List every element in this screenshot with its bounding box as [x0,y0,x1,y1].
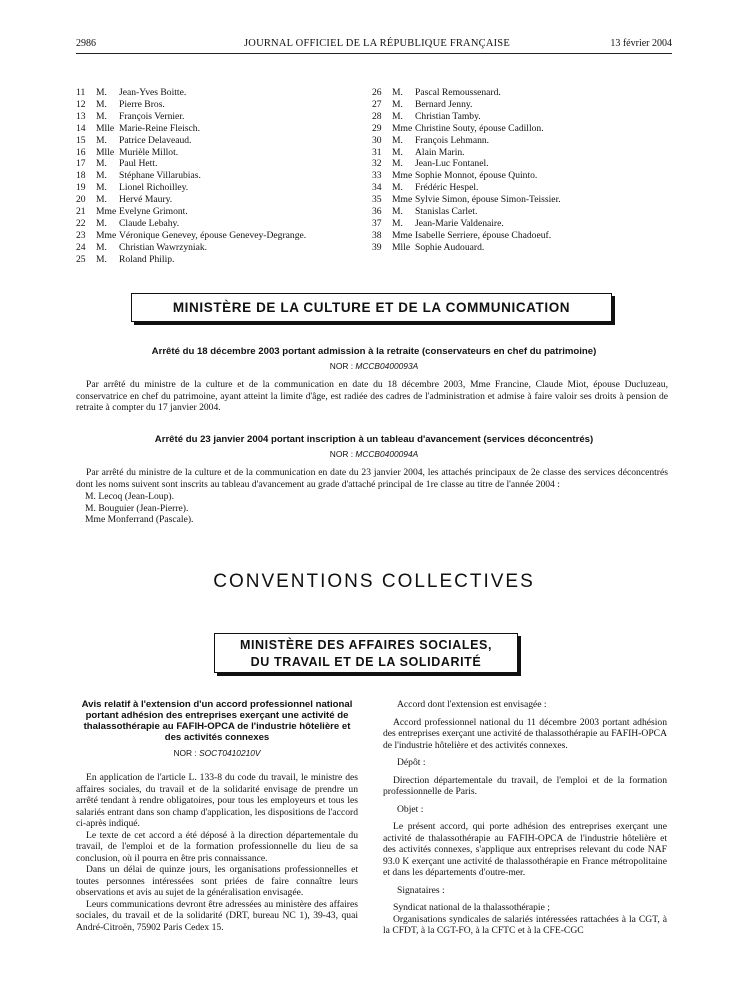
member-number: 21 [76,206,86,218]
member-name: Pascal Remoussenard. [415,87,501,98]
member-name: Lionel Richoilley. [119,182,189,194]
member-item [76,254,306,266]
member-item [76,87,306,99]
member-civility: M. [392,98,403,110]
member-item [76,218,306,230]
member-civility: M. [96,170,107,182]
member-civility: M. [392,134,403,146]
signataires-2: Organisations syndicales de salariés intéressées rattachées à la CGT, à la CFDT, à la CGT-FO, à la CFTC et à la CFE-CGC [383,913,667,936]
journal-title: JOURNAL OFFICIEL DE LA RÉPUBLIQUE FRANÇAISE [244,38,510,49]
ministry-culture-banner: MINISTÈRE DE LA CULTURE ET DE LA COMMUNICATION [131,293,612,322]
member-civility: Mme [392,122,413,134]
member-civility: Mlle [96,146,115,158]
avis-paragraph: En application de l'article L. 133-8 du code du travail, le ministre des affaires sociales, du travail et de la solidarité envisage de prendre un arrêté tendant à rendre obligatoires, pour tous les employeurs et tous les salariés entrant dans son champ d'application, les dispositions de l'accord ci-après indiqué. [76,772,358,829]
member-item [372,230,561,242]
arrete-2-names [85,491,193,526]
nor-code: MCCB0400093A [355,361,419,371]
avis-nor [76,748,358,758]
member-list-right [372,87,561,254]
member-civility: M. [392,146,403,158]
member-name: Marie-Reine Fleisch. [119,122,200,134]
member-number: 31 [372,146,382,158]
member-name: Paul Hett. [119,158,158,170]
name-entry: M. Bouguier (Jean-Pierre). [85,502,189,514]
member-civility: M. [392,217,403,229]
member-name: Patrice Delaveaud. [119,134,192,146]
member-name: Jean-Yves Boitte. [119,87,187,98]
avis-paragraph: Dans un délai de quinze jours, les organisations professionnelles et toutes personnes intéressées sont priées de faire connaître leurs observations et avis au sujet de la généralisation envisagée. [76,864,358,898]
member-number: 18 [76,170,86,182]
member-item [76,111,306,123]
member-number: 28 [372,110,382,122]
member-civility: M. [392,206,403,218]
member-number: 33 [372,170,382,182]
member-item [372,87,561,99]
member-item [372,158,561,170]
depot-text: Direction départementale du travail, de l'emploi et de la formation professionnelle de Paris. [383,774,667,797]
ministry-social-banner [214,633,518,673]
member-civility: Mlle [96,122,115,134]
member-civility: M. [96,110,107,122]
member-item [76,135,306,147]
member-number: 36 [372,206,382,218]
member-number: 29 [372,122,382,134]
member-item [76,123,306,135]
nor-label: NOR : [329,449,354,459]
member-name: Jean-Luc Fontanel. [415,158,489,170]
objet-heading: Objet : [397,803,424,815]
member-name: Stéphane Villarubias. [119,170,201,182]
avis-paragraph: Leurs communications devront être adressées au ministère des affaires sociales, du travail et de la solidarité (DRT, bureau NC 1), 39-43, quai André-Citroën, 75902 Paris Cedex 15. [76,898,358,933]
member-name: François Vernier. [119,110,185,122]
member-number: 16 [76,146,86,158]
member-name: Stanislas Carlet. [415,206,478,218]
member-civility: M. [96,182,107,194]
objet-text: Le présent accord, qui porte adhésion des entreprises exerçant une activité de thalassothérapie au FAFIH-OPCA de l'industrie hôtelière et des activités connexes, s'applique aux entreprises relevant du code NAF 93.0 K exerçant une activité de thalassothérapie en France métropolitaine et dans les départements d'outre-mer. [383,821,667,878]
member-civility: M. [392,158,403,170]
signataires-1: Syndicat national de la thalassothérapie ; [393,902,550,913]
member-name: Christian Tamby. [415,110,481,122]
member-item [372,242,561,254]
member-civility: M. [392,110,403,122]
accord-heading: Accord dont l'extension est envisagée : [397,699,547,710]
arrete-1-body: Par arrêté du ministre de la culture et de la communication en date du 18 décembre 2003, Mme Francine, Claude Miot, épouse Ducluzeau, conservatrice en chef du patrimoine, ayant atteint la limite d'âge, est radiée des cadres de l'administration et admise à faire valoir ses droits à pension de retraite à compter du 17 janvier 2004. [76,379,668,413]
member-civility: M. [96,98,107,110]
member-number: 12 [76,98,86,110]
avis-title: Avis relatif à l'extension d'un accord professionnel national portant adhésion des entreprises exerçant une activité de thalassothérapie au FAFIH-OPCA de l'industrie hôtelière et des activités connexes [81,699,353,743]
avis-body [76,772,358,933]
member-item [372,135,561,147]
member-civility: Mme [392,229,413,241]
member-number: 30 [372,134,382,146]
arrete-1-title: Arrêté du 18 décembre 2003 portant admission à la retraite (conservateurs en chef du patrimoine) [151,346,597,357]
member-civility: Mme [392,194,413,206]
member-number: 14 [76,122,86,134]
member-civility: M. [392,182,403,194]
member-name: Christine Souty, épouse Cadillon. [415,122,544,134]
member-item [372,218,561,230]
member-civility: M. [96,87,107,98]
depot-heading: Dépôt : [397,757,426,768]
member-item [76,206,306,218]
member-item [76,182,306,194]
issue-date: 13 février 2004 [610,38,672,49]
arrete-1-text [76,379,668,414]
member-item [76,158,306,170]
nor-label: NOR : [173,748,197,758]
member-name: Sylvie Simon, épouse Simon-Teissier. [415,194,561,206]
member-name: Pierre Bros. [119,98,165,110]
page-number: 2986 [76,38,96,49]
member-number: 26 [372,87,382,98]
member-name: Frédéric Hespel. [415,182,479,194]
member-number: 27 [372,98,382,110]
member-name: Isabelle Serriere, épouse Chadoeuf. [415,229,552,241]
member-list-left [76,87,306,266]
name-entry: Mme Monferrand (Pascale). [85,514,194,525]
member-name: Claude Lebahy. [119,217,180,229]
arrete-2-body: Par arrêté du ministre de la culture et de la communication en date du 23 janvier 2004, les attachés principaux de 2e classe des services déconcentrés dont les noms suivent sont inscrits au tableau d'avancement au grade d'attaché principal de 1re classe au titre de l'année 2004 : [76,467,668,490]
member-item [76,230,306,242]
member-number: 39 [372,241,382,253]
accord-text: Accord professionnel national du 11 décembre 2003 portant adhésion des entreprises exerçant une activité de thalassothérapie au FAFIH-OPCA de l'industrie hôtelière et des activités connexes. [383,716,667,751]
nor-code: SOCT0410210V [199,748,261,758]
member-item [76,147,306,159]
nor-label: NOR : [329,361,354,371]
member-number: 38 [372,229,382,241]
member-name: Roland Philip. [119,253,175,265]
arrete-2-text [76,467,668,490]
section-title: CONVENTIONS COLLECTIVES [213,571,535,592]
member-number: 25 [76,253,86,265]
arrete-2-title: Arrêté du 23 janvier 2004 portant inscription à un tableau d'avancement (services déconcentrés) [154,434,594,445]
member-item [76,242,306,254]
member-name: Sophie Audouard. [415,241,485,253]
member-name: Evelyne Grimont. [119,206,188,218]
member-name: Bernard Jenny. [415,98,473,110]
member-number: 11 [76,87,86,98]
avis-paragraph: Le texte de cet accord a été déposé à la direction départementale du travail, de l'emploi et de la formation professionnelle du lieu de sa conclusion, où il pourra en être pris connaissance. [76,829,358,864]
member-name: Sophie Monnot, épouse Quinto. [415,170,538,182]
member-name: Christian Wawrzyniak. [119,241,208,253]
ministry-social-line2: DU TRAVAIL ET DE LA SOLIDARITÉ [250,655,482,669]
nor-code: MCCB0400094A [355,449,419,459]
member-name: Murièle Millot. [119,146,179,158]
member-number: 22 [76,217,86,229]
member-number: 20 [76,194,86,206]
member-item [372,111,561,123]
member-civility: M. [96,253,107,265]
accord-column [383,699,667,937]
member-civility: M. [96,134,107,146]
member-item [372,147,561,159]
member-item [76,99,306,111]
member-name: Jean-Marie Valdenaire. [415,217,504,229]
member-name: Véronique Genevey, épouse Genevey-Degrange. [119,229,307,241]
name-entry: M. Lecoq (Jean-Loup). [85,491,174,502]
member-civility: Mme [96,206,117,218]
member-civility: M. [392,87,403,98]
ministry-social-line1: MINISTÈRE DES AFFAIRES SOCIALES, [239,638,493,652]
member-number: 13 [76,110,86,122]
member-number: 37 [372,217,382,229]
member-name: Alain Marin. [415,146,465,158]
arrete-2-nor [76,449,672,459]
signataires-heading: Signataires : [397,884,445,896]
member-number: 23 [76,229,86,241]
member-name: Hervé Maury. [119,194,173,206]
member-civility: M. [96,158,107,170]
member-item [372,206,561,218]
member-item [372,194,561,206]
member-name: François Lehmann. [415,134,490,146]
member-number: 32 [372,158,382,170]
member-civility: M. [96,217,107,229]
member-item [372,170,561,182]
member-civility: Mme [96,229,117,241]
member-number: 17 [76,158,86,170]
member-civility: M. [96,241,107,253]
member-civility: Mme [392,170,413,182]
member-number: 24 [76,241,86,253]
member-item [372,182,561,194]
header-rule [76,53,672,54]
member-item [372,99,561,111]
member-number: 35 [372,194,382,206]
member-number: 34 [372,182,382,194]
member-number: 15 [76,134,86,146]
member-civility: M. [96,194,107,206]
arrete-1-nor [76,361,672,371]
member-civility: Mlle [392,241,411,253]
member-item [76,170,306,182]
member-number: 19 [76,182,86,194]
member-item [372,123,561,135]
member-item [76,194,306,206]
